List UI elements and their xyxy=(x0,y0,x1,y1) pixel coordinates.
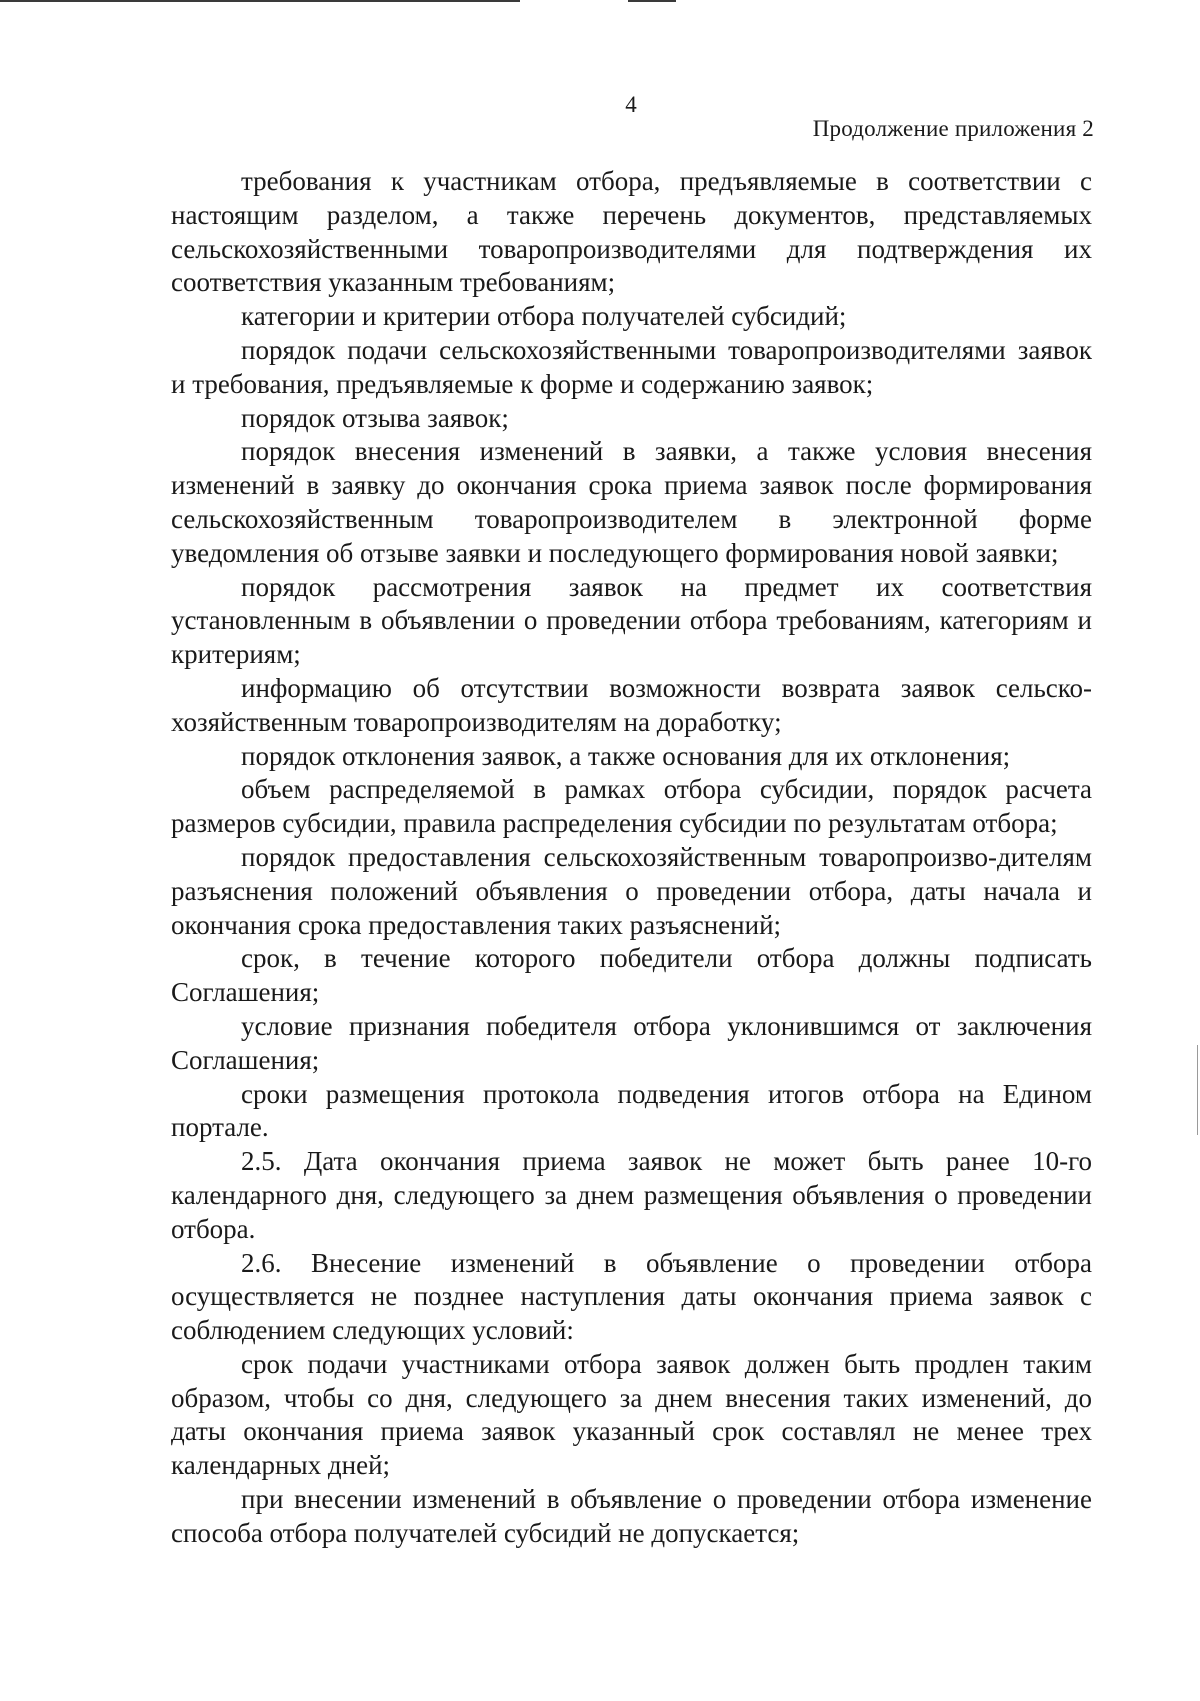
paragraph: порядок подачи сельскохозяйственными товаропроизводителями заявок и требования, предъявляемые к форме и содержанию заявок; xyxy=(171,334,1092,399)
paragraph: срок, в течение которого победители отбора должны подписать Соглашения; xyxy=(171,943,1092,1008)
paragraph: требования к участникам отбора, предъявляемые в соответствии с настоящим разделом, а также перечень документов, представляемых сельскохозяйственными товаропроизводителями для подтверждения их соответствия указанным требованиям; xyxy=(171,166,1092,298)
paragraph: категории и критерии отбора получателей субсидий; xyxy=(241,301,847,332)
paragraph: информацию об отсутствии возможности возврата заявок сельско-хозяйственным товаропроизводителям на доработку; xyxy=(171,672,1092,737)
paragraph: срок подачи участниками отбора заявок должен быть продлен таким образом, чтобы со дня, следующего за днем внесения таких изменений, до даты окончания приема заявок указанный срок составлял не менее трех календарных дней; xyxy=(171,1348,1092,1481)
scan-edge-mark xyxy=(1197,1045,1198,1135)
paragraph: порядок отзыва заявок; xyxy=(241,402,509,433)
appendix-continuation-note: Продолжение приложения 2 xyxy=(812,116,1094,141)
page-number: 4 xyxy=(625,92,637,117)
paragraph: при внесении изменений в объявление о проведении отбора изменение способа отбора получателей субсидий не допускается; xyxy=(171,1484,1092,1548)
paragraph: порядок отклонения заявок, а также основания для их отклонения; xyxy=(241,740,1011,771)
paragraph: порядок предоставления сельскохозяйственным товаропроизво-дителям разъяснения положений объявления о проведении отбора, даты начала и окончания срока предоставления таких разъяснений; xyxy=(171,841,1092,940)
document-body xyxy=(171,165,1092,1551)
paragraph: порядок рассмотрения заявок на предмет их соответствия установленным в объявлении о проведении отбора требованиям, категориям и критериям; xyxy=(171,571,1092,670)
paragraph: объем распределяемой в рамках отбора субсидии, порядок расчета размеров субсидии, правила распределения субсидии по результатам отбора; xyxy=(171,774,1092,839)
paragraph: сроки размещения протокола подведения итогов отбора на Едином портале. xyxy=(171,1078,1092,1143)
scan-edge-line xyxy=(628,0,676,2)
paragraph: условие признания победителя отбора уклонившимся от заключения Соглашения; xyxy=(171,1010,1092,1075)
paragraph: 2.6. Внесение изменений в объявление о проведении отбора осуществляется не позднее наступления даты окончания приема заявок с соблюдением следующих условий: xyxy=(171,1247,1092,1346)
paragraph: 2.5. Дата окончания приема заявок не может быть ранее 10-го календарного дня, следующего за днем размещения объявления о проведении отбора. xyxy=(171,1146,1092,1244)
paragraph: порядок внесения изменений в заявки, а также условия внесения изменений в заявку до окончания срока приема заявок после формирования сельскохозяйственным товаропроизводителем в электронной форме уведомления об отзыве заявки и последующего формирования новой заявки; xyxy=(171,436,1092,568)
scan-edge-line xyxy=(0,0,520,2)
